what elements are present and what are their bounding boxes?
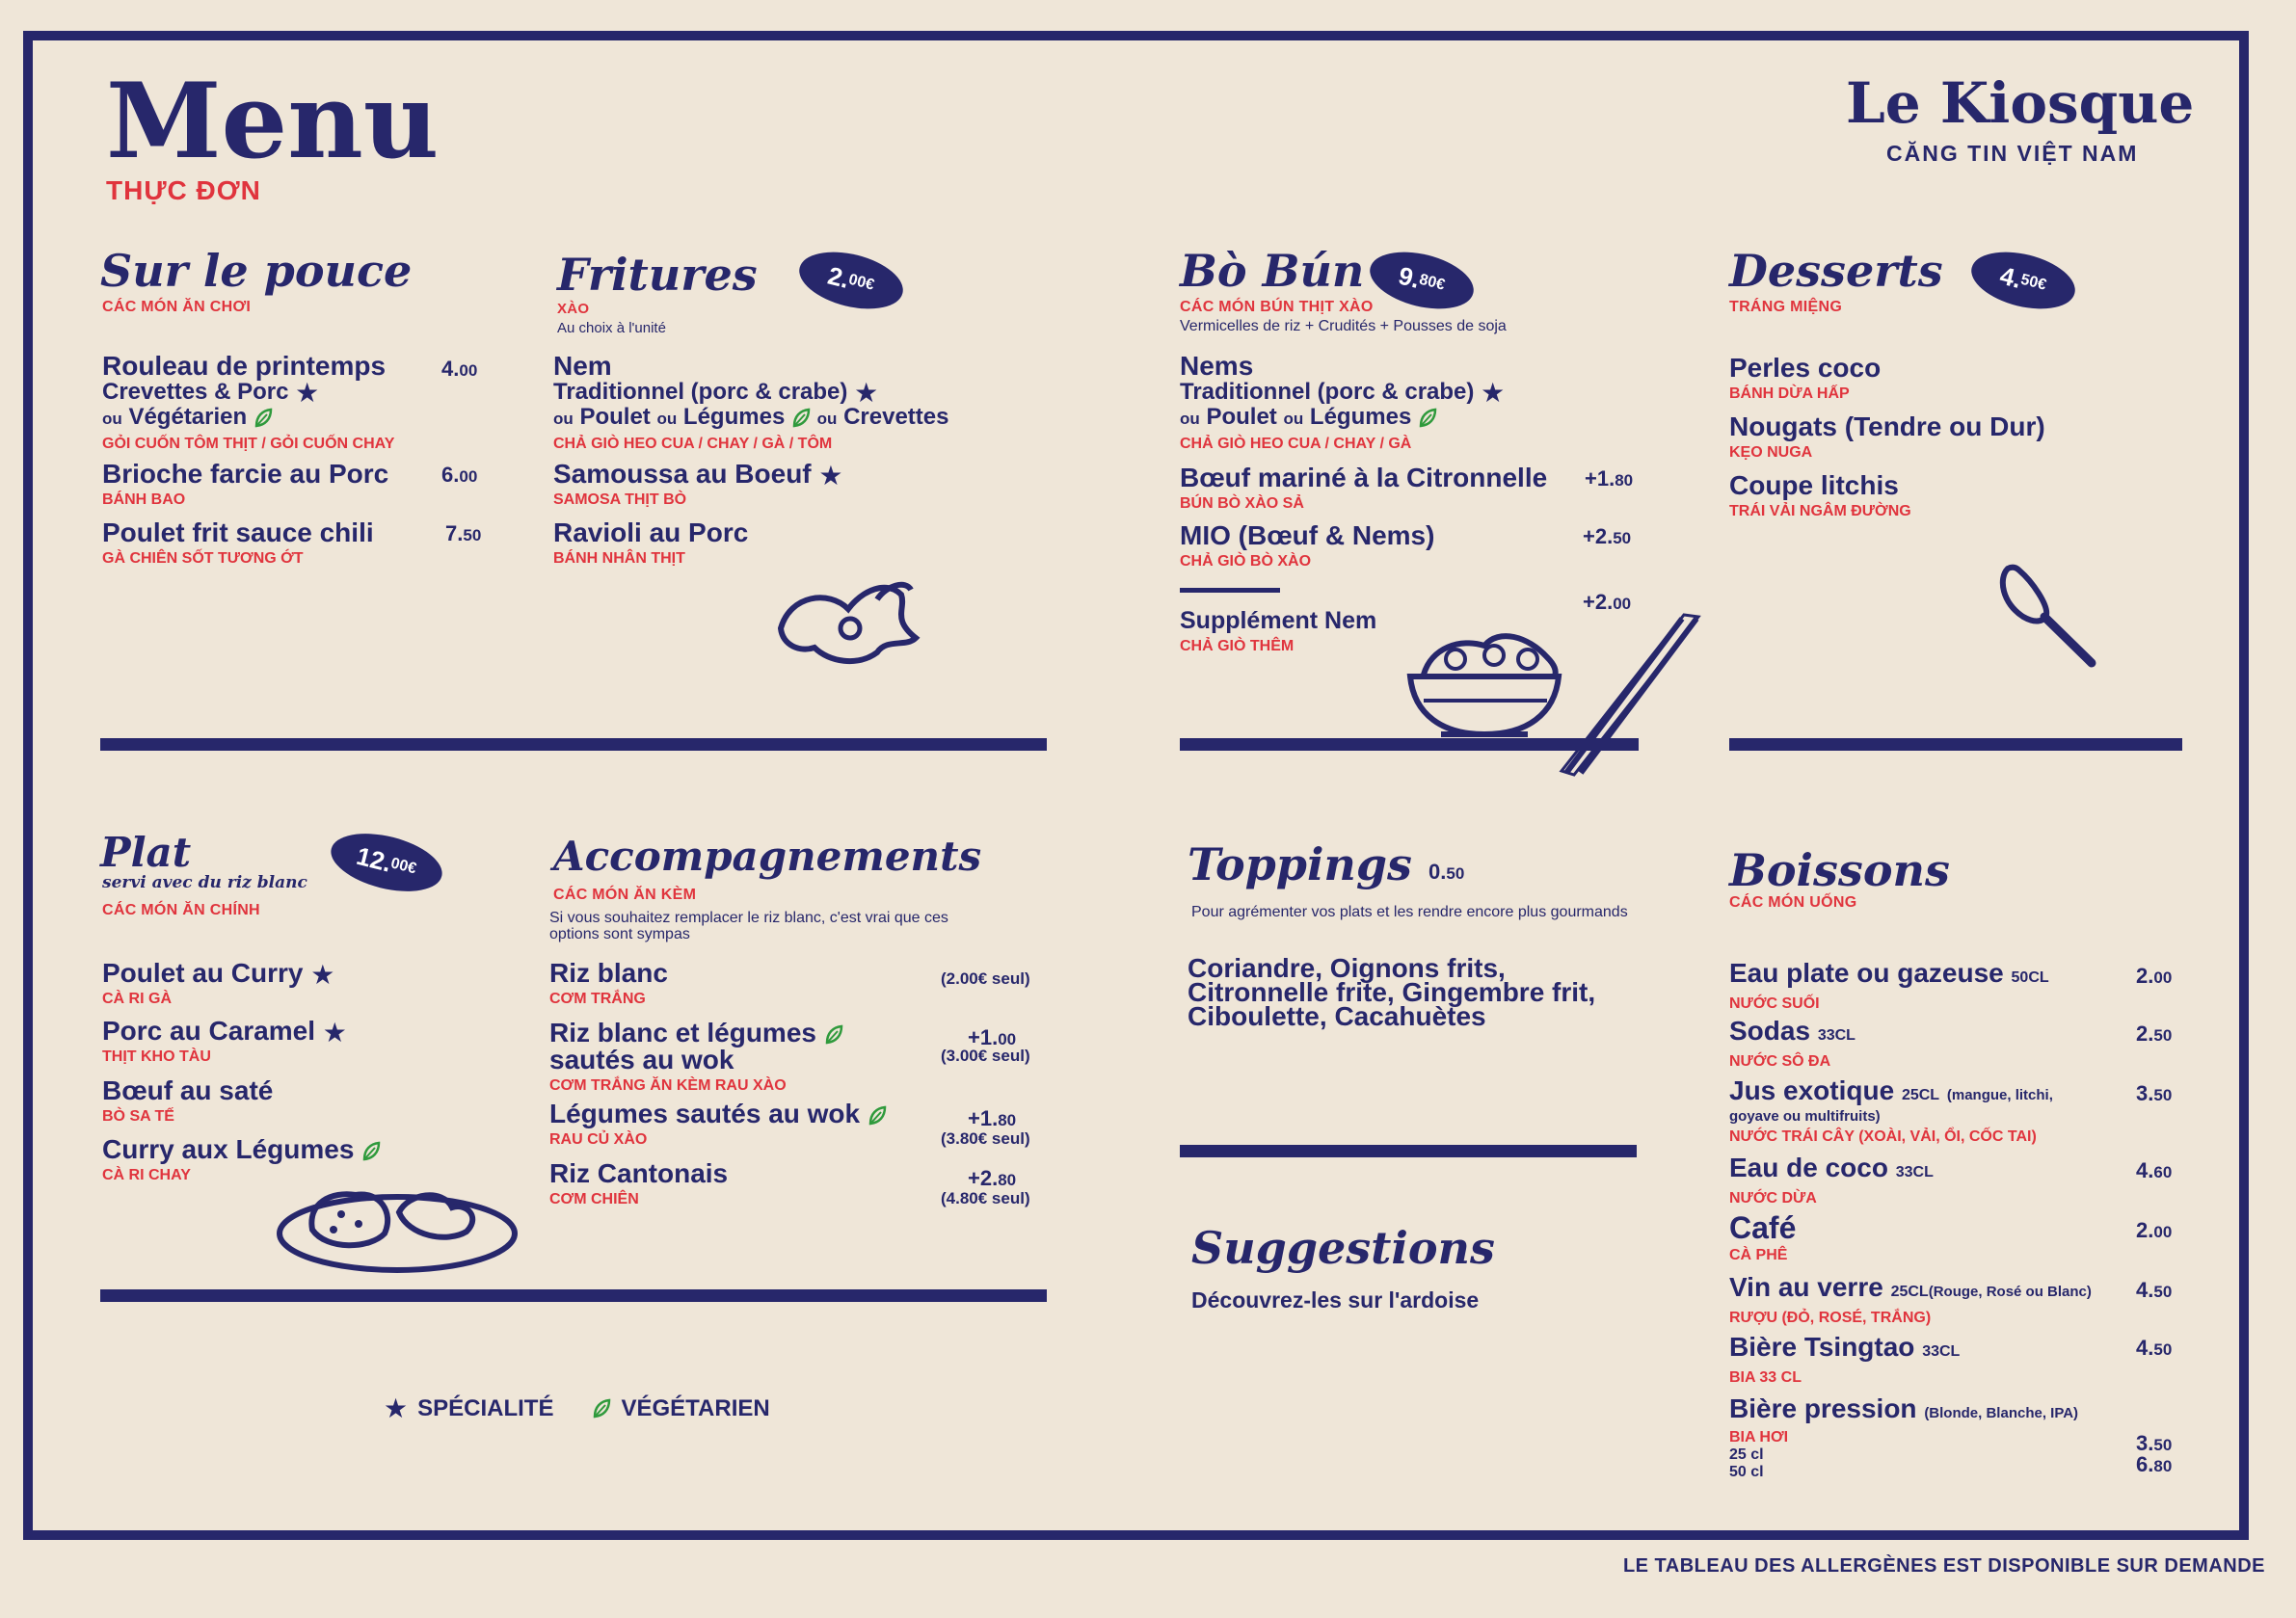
section-divider [1180,1145,1637,1157]
menu-item-riz-blanc [549,960,668,1008]
item-name: Ravioli au Porc [553,517,749,547]
brand-name: Le Kiosque [1846,70,2195,136]
menu-subtitle: THỰC ĐƠN [106,175,261,205]
divider-short [1180,588,1280,593]
suggestions-text: Découvrez-les sur l'ardoise [1191,1287,1480,1313]
item-viet: SAMOSA THỊT BÒ [553,491,687,508]
item-viet: BÚN BÒ XÀO SẢ [1180,495,1304,512]
menu-item-riz-legumes [549,1020,843,1095]
drink-note: (Rouge, Rosé ou Blanc) [1928,1284,2092,1300]
price-dec: 80 [998,1171,1017,1189]
menu-item-supplement-nem [1180,607,1376,655]
price-dec: 50 [1446,864,1465,883]
item-name: Vin au verre [1729,1272,1883,1302]
menu-item-perles-coco [1729,355,1881,403]
menu-item-poulet-frit [102,519,374,568]
menu-item-rouleau [102,353,394,453]
item-option: Traditionnel (porc & crabe) [553,379,848,405]
price-tsingtao [2136,1336,2172,1361]
toppings-line: Coriandre, Oignons frits, [1188,953,1506,983]
price-boeuf-citronnelle [1585,466,1633,491]
star-icon: ★ [384,1393,409,1423]
item-name: Eau plate ou gazeuse [1729,958,2004,988]
allergens-note: LE TABLEAU DES ALLERGÈNES EST DISPONIBLE SUR DEMANDE [1622,1555,2265,1577]
price-main: +2. [1583,524,1614,548]
price-note-legumes-wok: (3.80€ seul) [941,1129,1030,1148]
item-option: Légumes [1309,404,1412,430]
or-label: ou [1283,410,1304,428]
star-icon: ★ [322,1017,347,1048]
price-dec: 80 [1615,471,1634,490]
price-main: +2. [1583,590,1614,614]
item-viet: CHẢ GIÒ THÊM [1180,638,1295,654]
price-dec: 80 [998,1111,1017,1129]
price-main: 4. [2136,1278,2154,1302]
item-option: Végétarien [128,404,248,430]
menu-item-mio [1180,522,1434,570]
price-main: 4. [441,357,460,381]
item-name: Café [1729,1210,1797,1245]
price-sodas [2136,1021,2172,1047]
drink-vin [1729,1274,2092,1327]
item-viet: THỊT KHO TÀU [102,1048,211,1065]
section-title-accompagnements: Accompagnements [553,833,982,880]
item-name: Samoussa au Boeuf [553,459,812,489]
item-name: Poulet frit sauce chili [102,517,374,547]
price-cafe [2136,1218,2172,1243]
item-viet: CƠM CHIÊN [549,1191,639,1207]
price-poulet-frit [445,521,481,546]
item-viet: BÒ SA TẾ [102,1108,174,1125]
item-name: Bœuf au saté [102,1075,274,1105]
item-option: Légumes [682,404,786,430]
item-name: Nem [553,351,612,381]
price-main: +1. [1585,466,1615,491]
item-name: Bœuf mariné à la Citronnelle [1180,463,1548,492]
drink-note: (mangue, litchi, [1946,1087,2053,1103]
item-viet: CHẢ GIÒ HEO CUA / CHAY / GÀ [1180,436,1412,452]
section-divider [1729,738,2182,751]
leaf-icon [791,408,811,429]
price-toppings [1428,860,1464,885]
price-dec: 00 [998,1030,1017,1048]
section-title-suggestions: Suggestions [1191,1222,1495,1274]
price-dec: 00 [2153,968,2173,987]
drink-tsingtao [1729,1334,1960,1387]
price-main: 6. [2136,1452,2154,1476]
menu-item-boeuf-citronnelle [1180,464,1547,513]
item-viet: BÁNH NHÂN THỊT [553,550,685,567]
price-main: 3. [2136,1431,2154,1455]
menu-item-nems [1180,353,1505,453]
item-name-line2: sautés au wok [549,1045,734,1074]
price-vin [2136,1278,2172,1303]
leaf-icon [254,408,273,429]
leaf-icon [592,1398,611,1419]
badge-main: 4. [1997,260,2025,294]
drink-biere-pression [1729,1395,2078,1481]
drink-jus-exotique [1729,1077,2053,1146]
leaf-icon [361,1141,381,1162]
leaf-icon [868,1105,887,1127]
section-title-bo-bun: Bò Bún [1180,245,1365,297]
item-name: Jus exotique [1729,1075,1895,1105]
item-viet: CƠM TRẮNG [549,991,646,1007]
price-riz-cantonais [968,1166,1016,1191]
item-name: Coupe litchis [1729,470,1899,500]
item-viet: BÁNH BAO [102,491,186,508]
price-dec: 50 [2153,1026,2173,1045]
drink-size: 33CL [1817,1027,1855,1044]
item-viet: RƯỢU (ĐỎ, ROSÉ, TRẮNG) [1729,1310,1932,1326]
item-option: Traditionnel (porc & crabe) [1180,379,1475,405]
or-label: ou [553,410,574,428]
section-note-accompagnements: Si vous souhaitez remplacer le riz blanc, c'est vrai que ces options sont sympas [549,910,948,942]
star-icon: ★ [818,460,843,491]
drink-size: 33CL [1922,1343,1961,1360]
menu-title: Menu [106,61,440,182]
price-main: +2. [968,1166,999,1190]
price-note-riz-cantonais: (4.80€ seul) [941,1189,1030,1207]
item-name: Nougats (Tendre ou Dur) [1729,411,2045,441]
item-viet: CÀ RI GÀ [102,991,172,1007]
price-eau-coco [2136,1158,2172,1183]
item-viet: NƯỚC DỪA [1729,1190,1817,1207]
menu-item-nougats [1729,413,2045,462]
badge-main: 12. [353,840,395,878]
item-name: Supplément Nem [1180,607,1377,634]
price-rouleau [441,357,477,382]
item-option: Crevettes [843,404,949,430]
item-viet: TRÁI VẢI NGÂM ĐƯỜNG [1729,503,1911,519]
or-label: ou [1180,410,1200,428]
menu-item-poulet-curry [102,960,334,1008]
leaf-icon [824,1024,843,1046]
item-viet: NƯỚC SÔ ĐA [1729,1053,1831,1070]
drink-eau-plate [1729,960,2049,1013]
star-icon: ★ [295,377,320,408]
toppings-list [1188,953,1596,1031]
price-note-riz-legumes: (3.00€ seul) [941,1047,1030,1065]
price-main: 7. [445,521,464,545]
menu-item-boeuf-sate [102,1077,273,1126]
badge-main: 2. [825,260,853,294]
item-name: Brioche farcie au Porc [102,459,389,489]
price-main: 2. [2136,1218,2154,1242]
drink-note: goyave ou multifruits) [1729,1108,1881,1125]
item-viet: BIA 33 CL [1729,1369,1802,1386]
section-viet-desserts: TRÁNG MIỆNG [1729,299,1843,315]
or-label: ou [102,410,122,428]
section-title-boissons: Boissons [1729,844,1950,896]
item-name: Eau de coco [1729,1153,1888,1182]
item-viet: GỎI CUỐN TÔM THỊT / GỎI CUỐN CHAY [102,436,395,452]
drink-size: 25CL [1890,1284,1929,1300]
price-main: 2. [2136,1021,2154,1046]
item-name: Nems [1180,351,1254,381]
section-viet-accompagnements: CÁC MÓN ĂN KÈM [553,887,697,903]
section-viet-boissons: CÁC MÓN UỐNG [1729,894,1857,911]
leaf-icon [1418,408,1437,429]
item-viet: KẸO NUGA [1729,444,1813,461]
item-name: Légumes sautés au wok [549,1099,861,1128]
price-dec: 00 [459,467,478,486]
section-viet-sur-le-pouce: CÁC MÓN ĂN CHƠI [102,299,252,315]
rice-plate-illustration [274,1174,522,1276]
price-jus-exotique [2136,1081,2172,1106]
legend-vegetarien: VÉGÉTARIEN [621,1395,770,1421]
menu-item-nem [553,353,949,453]
section-divider [100,1289,1047,1302]
or-label: ou [656,410,678,428]
price-main: +1. [968,1025,999,1049]
section-viet-bo-bun: CÁC MÓN BÚN THỊT XÀO [1180,299,1374,315]
price-dec: 50 [463,526,482,544]
menu-item-riz-cantonais [549,1160,728,1208]
price-legumes-wok [968,1106,1016,1131]
price-dec: 50 [2153,1340,2173,1359]
item-viet: CHẢ GIÒ HEO CUA / CHAY / GÀ / TÔM [553,436,833,452]
price-dec: 80 [2153,1457,2173,1475]
drink-size: 25CL [1901,1087,1940,1103]
price-dec: 60 [2153,1163,2173,1181]
item-viet: RAU CỦ XÀO [549,1131,648,1148]
brand-tagline: CĂNG TIN VIỆT NAM [1886,141,2139,166]
item-option: Poulet [579,404,651,430]
price-brioche [441,463,477,488]
item-name: Riz blanc [549,958,668,988]
price-main: 0. [1428,860,1447,884]
price-eau-plate [2136,964,2172,989]
menu-item-brioche [102,461,388,509]
section-note-bo-bun: Vermicelles de riz + Crudités + Pousses de soja [1180,318,1507,334]
price-main: 2. [2136,964,2154,988]
section-viet-plat: CÁC MÓN ĂN CHÍNH [102,902,260,918]
badge-dec: 00€ [846,271,876,294]
section-title-fritures: Fritures [557,249,758,301]
item-viet: CHẢ GIÒ BÒ XÀO [1180,553,1312,570]
section-divider [1180,738,1639,751]
price-dec: 50 [2153,1436,2173,1454]
drink-option: 25 cl [1729,1446,1764,1463]
price-main: +1. [968,1106,999,1130]
drink-note: (Blonde, Blanche, IPA) [1924,1405,2079,1421]
item-name: Rouleau de printemps [102,351,387,381]
noodle-bowl-illustration [1402,609,1711,778]
menu-item-ravioli [553,519,748,568]
star-icon: ★ [1481,377,1506,408]
star-icon: ★ [854,377,879,408]
section-note-fritures: Au choix à l'unité [557,320,666,336]
price-dec: 00 [459,361,478,380]
toppings-line: Ciboulette, Cacahuètes [1188,1001,1486,1031]
star-icon: ★ [310,959,335,990]
item-viet: BÁNH DỪA HẤP [1729,385,1850,402]
legend [384,1395,770,1422]
item-name: MIO (Bœuf & Nems) [1180,520,1435,550]
drink-cafe [1729,1212,1796,1264]
item-viet: NƯỚC SUỐI [1729,995,1820,1012]
price-dec: 00 [1613,595,1632,613]
section-divider [100,738,1047,751]
section-title-toppings: Toppings [1188,838,1412,890]
item-viet: BIA HƠI [1729,1429,1789,1446]
spoon-illustration [1990,557,2106,673]
menu-item-coupe-litchis [1729,472,1911,520]
item-name: Bière pression [1729,1393,1917,1423]
price-dec: 50 [2153,1283,2173,1301]
item-name: Bière Tsingtao [1729,1332,1915,1362]
toppings-line: Citronnelle frite, Gingembre frit, [1188,977,1596,1007]
badge-dec: 00€ [388,855,418,878]
drink-option: 50 cl [1729,1464,1764,1480]
section-title-plat: Plat [100,829,192,876]
drink-sodas [1729,1018,1855,1071]
item-name: Perles coco [1729,353,1882,383]
price-dec: 00 [2153,1223,2173,1241]
price-dec: 50 [2153,1086,2173,1104]
menu-item-legumes-wok [549,1101,887,1149]
price-main: 4. [2136,1336,2154,1360]
item-option: Poulet [1206,404,1277,430]
badge-dec: 80€ [1417,271,1447,294]
item-viet: CÀ RI CHAY [102,1167,191,1183]
item-name: Poulet au Curry [102,958,304,988]
section-subtitle-plat: servi avec du riz blanc [102,873,307,892]
item-name: Sodas [1729,1016,1811,1046]
section-note-toppings: Pour agrémenter vos plats et les rendre encore plus gourmands [1191,904,1628,920]
item-viet: CÀ PHÊ [1729,1247,1788,1263]
price-dec: 50 [1613,529,1632,547]
item-viet: NƯỚC TRÁI CÂY (XOÀI, VẢI, ỔI, CỐC TAI) [1729,1128,2037,1145]
spring-roll-illustration [771,570,930,676]
menu-item-samoussa [553,461,843,509]
badge-main: 9. [1396,260,1424,294]
price-main: 4. [2136,1158,2154,1182]
item-name: Riz Cantonais [549,1158,729,1188]
section-viet-fritures: XÀO [557,301,590,317]
or-label: ou [816,410,838,428]
section-title-desserts: Desserts [1729,245,1943,297]
price-main: 6. [441,463,460,487]
drink-size: 33CL [1895,1164,1934,1180]
item-name: Curry aux Légumes [102,1134,355,1164]
drink-eau-coco [1729,1154,1934,1207]
price-note-riz-blanc: (2.00€ seul) [941,969,1030,988]
section-title-sur-le-pouce: Sur le pouce [100,245,413,297]
item-name: Porc au Caramel [102,1016,315,1046]
drink-size: 50CL [2011,969,2049,986]
item-name: Riz blanc et légumes [549,1018,816,1048]
price-main: 3. [2136,1081,2154,1105]
price-biere-pression [2136,1431,2173,1476]
legend-specialite: SPÉCIALITÉ [417,1395,554,1421]
badge-dec: 50€ [2018,271,2048,294]
menu-item-porc-caramel [102,1018,347,1066]
item-viet: GÀ CHIÊN SỐT TƯƠNG ỚT [102,550,304,567]
price-mio [1583,524,1631,549]
item-option: Crevettes & Porc [102,379,289,405]
item-viet: CƠM TRẮNG ĂN KÈM RAU XÀO [549,1077,787,1094]
